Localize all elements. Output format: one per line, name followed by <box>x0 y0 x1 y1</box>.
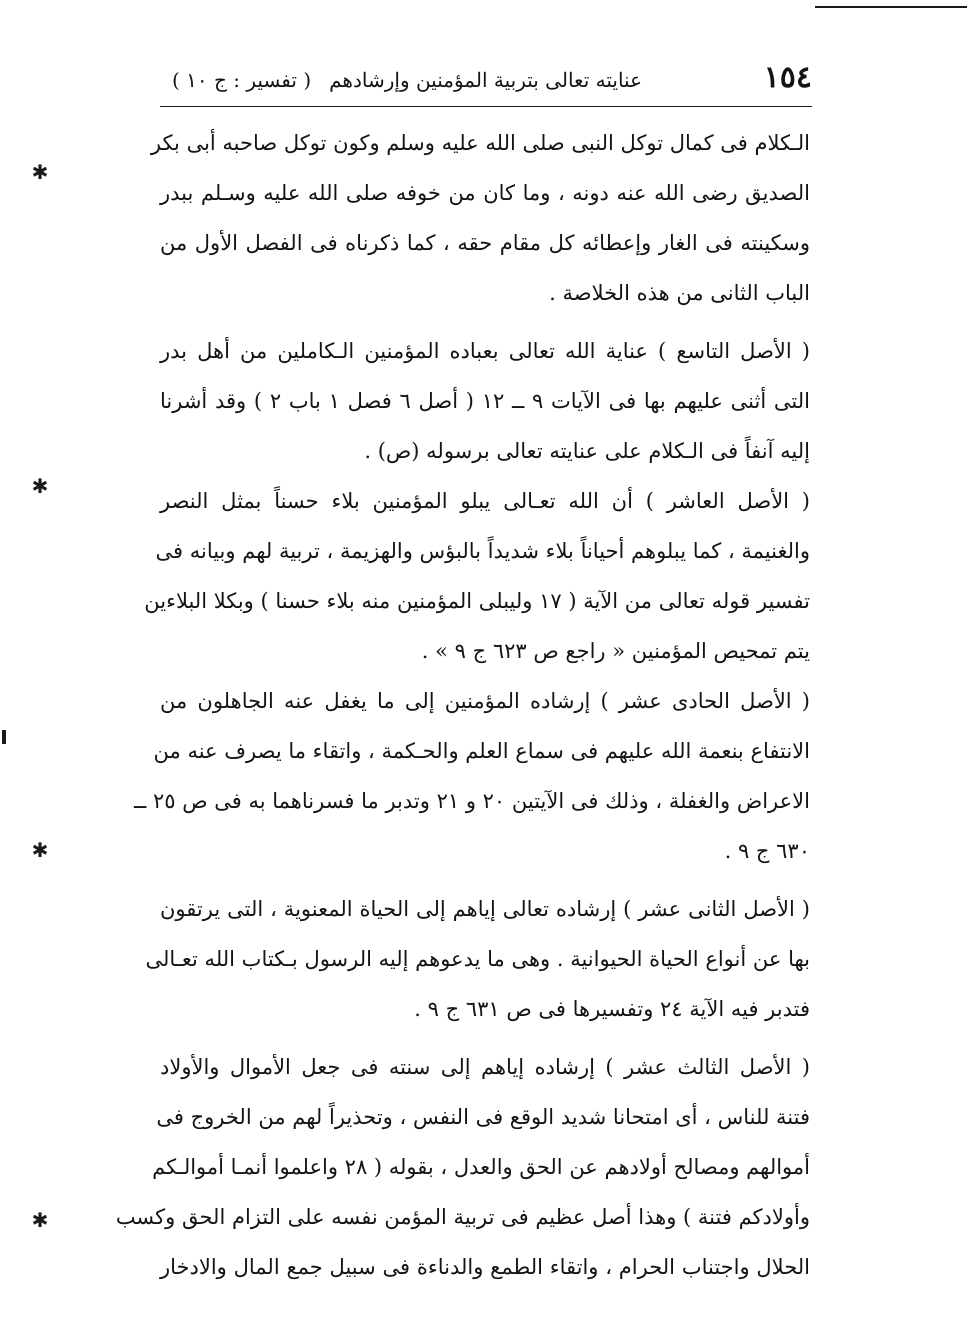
binding-hole-mark-icon: ✱ <box>31 838 49 862</box>
text-line: بها عن أنواع الحياة الحيوانية . وهى ما يدعوهم إليه الرسول بـكتاب الله تعـالى <box>145 947 810 971</box>
text-line: التى أثنى عليهم بها فى الآيات ٩ ــ ١٢ ( أصل ٦ فصل ١ باب ٢ ) وقد أشرنا <box>160 389 810 413</box>
text-line: فتدبر فيه الآية ٢٤ وتفسيرها فى ص ٦٣١ ج ٩ . <box>414 997 810 1021</box>
text-line: ( الأصل الثانى عشر ) إرشاده تعالى إياهم إلى الحياة المعنوية ، التى يرتقون <box>160 897 810 921</box>
text-line: ( الأصل التاسع ) عناية الله تعالى بعباده المؤمنين الـكاملين من أهل بدر <box>160 339 810 363</box>
text-line: الـكلام فى كمال توكل النبى صلى الله عليه وسلم وكون توكل صاحبه أبى بكر <box>150 131 810 155</box>
binding-hole-mark-icon: ✱ <box>31 474 49 498</box>
paragraph-principle-12 <box>145 884 810 1034</box>
page-header <box>160 60 812 100</box>
text-line: ( الأصل العاشر ) أن الله تعـالى يبلو المؤمنين بلاء حسناً بمثل النصر <box>160 489 810 513</box>
header-divider <box>160 106 812 107</box>
text-line: الحلال واجتناب الحرام ، واتقاء الطمع والدناءة فى سبيل جمع المال والادخار <box>160 1255 810 1279</box>
top-edge-rule <box>815 6 967 8</box>
text-line: الباب الثانى من هذه الخلاصة . <box>549 281 810 305</box>
paragraph-continuation <box>150 118 810 318</box>
text-line: ( الأصل الحادى عشر ) إرشاده المؤمنين إلى ما يغفل عنه الجاهلون من <box>160 689 810 713</box>
paragraph-principle-13 <box>115 1042 810 1292</box>
text-line: أموالهم ومصالح أولادهم عن الحق والعدل ، بقوله ( ٢٨ واعلموا أنمـا أموالـكم <box>152 1155 810 1179</box>
text-line: إليه آنفاً فى الـكلام على عنايته تعالى برسوله (ص) . <box>364 439 810 463</box>
running-title: عنايته تعالى بتربية المؤمنين وإرشادهم <box>329 68 642 92</box>
text-line: الانتفاع بنعمة الله عليهم فى سماع العلم والحـكمة ، واتقاء ما يصرف عنه من <box>153 739 810 763</box>
text-line: ٦٣٠ ج ٩ . <box>724 839 810 863</box>
binding-hole-mark-icon: ✱ <box>31 160 49 184</box>
scan-edge-mark <box>2 730 6 744</box>
paragraph-principle-10 <box>144 476 810 676</box>
paragraph-principle-9 <box>160 326 810 476</box>
volume-reference: ( تفسير : ج ١٠ ) <box>172 68 312 92</box>
text-line: وسكينته فى الغار وإعطائه كل مقام حقه ، كما ذكرناه فى الفصل الأول من <box>160 231 810 255</box>
paragraph-principle-11 <box>133 676 810 876</box>
text-line: وأولادكم فتنة ) وهذا أصل عظيم فى تربية المؤمن نفسه على التزام الحق وكسب <box>115 1205 810 1229</box>
text-line: ( الأصل الثالث عشر ) إرشاده إياهم إلى سنته فى جعل الأموال والأولاد <box>160 1055 810 1079</box>
text-line: الاعراض والغفلة ، وذلك فى الآيتين ٢٠ و ٢١ وتدبر ما فسرناهما به فى ص ٢٥ ــ <box>133 789 810 813</box>
binding-hole-mark-icon: ✱ <box>31 1208 49 1232</box>
text-line: تفسير قوله تعالى من الآية ( ١٧ وليبلى المؤمنين منه بلاء حسنا ) وبكلا البلاءين <box>144 589 810 613</box>
text-line: فتنة للناس ، أى امتحانا شديد الوقع فى النفس ، وتحذيراً لهم من الخروج فى <box>156 1105 810 1129</box>
text-line: الصديق رضى الله عنه دونه ، وما كان من خوفه صلى الله عليه وسـلم ببدر <box>160 181 810 205</box>
body-text <box>115 118 810 1292</box>
page-number: ١٥٤ <box>763 60 812 95</box>
text-line: والغنيمة ، كما يبلوهم أحياناً بلاء شديداً بالبؤس والهزيمة ، تربية لهم وبيانه فى <box>155 539 810 563</box>
text-line: يتم تمحيص المؤمنين « راجع ص ٦٢٣ ج ٩ » . <box>421 639 810 663</box>
